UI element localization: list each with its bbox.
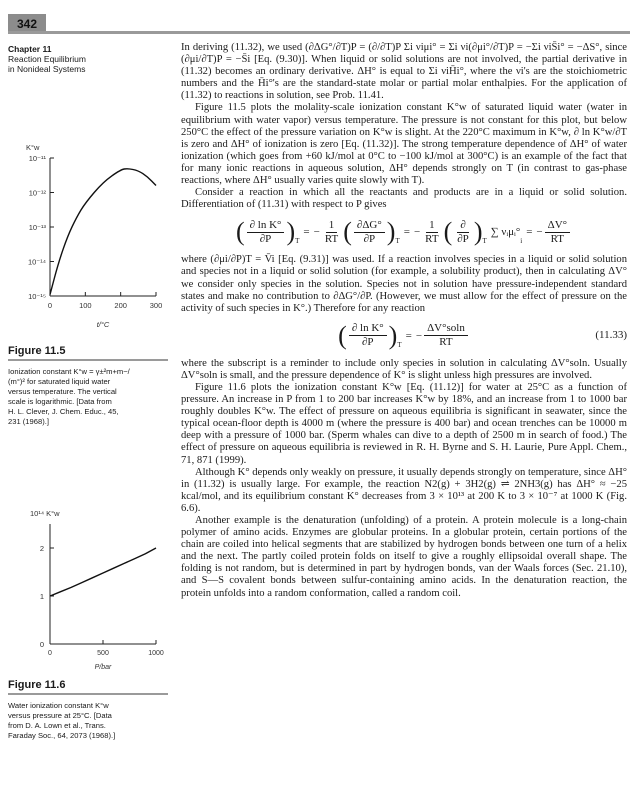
fig1-caption-line: H. L. Clever, J. Chem. Educ., 45, [8, 407, 119, 416]
numerator: ∂ ln K° [349, 322, 387, 336]
numerator: ∂ [457, 219, 468, 233]
fig1-y-tick-label: 10⁻¹⁴ [27, 257, 46, 267]
page-header [8, 14, 630, 34]
figure-11-6-label: Figure 11.6 [8, 679, 66, 691]
fraction [354, 219, 385, 246]
fig1-caption-line: scale is logarithmic. [Data from [8, 397, 112, 406]
equals-sign: = [526, 226, 533, 239]
paragraph: In deriving (11.32), we used (∂ΔG°/∂T)P = (∂/∂T)P Σi νiμi° = Σi νi(∂μi°/∂T)P = −Σi νiS̄i° = −ΔS°, since (∂μi/∂T)P = −S̄i [Eq. (9.30)]. When liquid or solid solutions are not involved, the partial derivative in (11.32) becomes an ordinary derivative. ΔH° is equal to Σi νiH̄i°, where the νi's are the stoichiometric numbers and the H̄i°'s are the standard-state molar or partial molar enthalpies. For the application of (11.32) to reactions in solution, see Prob. 11.41. [181, 42, 627, 102]
equals-sign: = [303, 226, 310, 239]
fig1-curve [50, 169, 156, 295]
fig2-x-tick-label: 500 [97, 650, 109, 657]
summation: ∑ νᵢμᵢ° [490, 226, 521, 239]
equals-sign: = [405, 329, 412, 342]
figure-11-5 [8, 140, 174, 427]
fraction [422, 219, 441, 246]
paren-close: ) [473, 217, 483, 247]
fraction [454, 219, 472, 246]
fig2-caption-line: from D. A. Lown et al., Trans. [8, 721, 106, 730]
paragraph: where the subscript is a reminder to include only species in solution in calculating ΔV°soln. Usually ΔV°soln is small, and the pressure dependence of K° is slight unless high pressures are involved. [181, 357, 627, 381]
fig2-x-tick-label: 1000 [148, 650, 164, 657]
fig1-caption-line: (m°)² for saturated liquid water [8, 377, 111, 386]
fig2-curve [50, 548, 156, 596]
fig1-y-tick-label: 10⁻¹² [28, 188, 46, 198]
paragraph: Figure 11.6 plots the ionization constant K°w [Eq. (11.12)] for water at 25°C as a function of pressure. An increase in P from 1 to 200 bar increases K°w by 18%, and an increase from 1 to 1000 bar roughly doubles K°w. The effect of pressure on aqueous equilibria is significant in seawater, since the typical ocean-floor depth is 4000 m (where the pressure is 400 bar) and ocean trenches can be 10000 m deep with a pressure of 1000 bar. (Sperm whales can dive to a depth of 2500 m in search of food.) The effect of pressure on aqueous equilibria is reviewed in R. H. Byrne and S. H. Laurie, Pure Appl. Chem., 71, 871 (1999). [181, 381, 627, 466]
paragraph: Figure 11.5 plots the molality-scale ionization constant K°w of saturated liquid water (water in equilibrium with water vapor) versus temperature. The pressure is not constant for this plot, but below 250°C the effect of the pressure variation on K°w is slight. At the 220°C maximum in K°w, ∂ ln K°w/∂T is zero and ΔH° of ionization is zero [Eq. (11.32)]. The strong temperature dependence of ΔH° of water ionization (which goes from +60 kJ/mol at 0°C to −100 kJ/mol at 300°C) is an example of the fact that for many ionic reactions in aqueous solution, ΔH° depends strongly on T (in contrast to gas-phase reactions, where ΔH° usually varies quite slowly with T). [181, 102, 627, 187]
fig2-y-tick-label: 1 [39, 592, 44, 601]
fig2-caption-line: versus pressure at 25°C. [Data [8, 711, 112, 720]
page-number: 342 [8, 14, 46, 34]
denominator: RT [550, 232, 565, 245]
figure-11-5-label: Figure 11.5 [8, 345, 66, 357]
numerator: ΔV° [545, 219, 570, 233]
denominator: ∂P [259, 232, 272, 245]
fig2-x-tick-label: 0 [48, 650, 52, 657]
paragraph: Consider a reaction in which all the reactants and products are in a liquid or solid solution. Differentiation of (11.31) with respect to P gives [181, 187, 627, 211]
figure-11-6 [8, 504, 174, 741]
fig1-y-tick-label: 10⁻¹¹ [28, 154, 46, 163]
fraction [247, 219, 285, 246]
equation-number: (11.33) [595, 328, 627, 341]
minus-sign: − [415, 329, 423, 342]
subscript: i [520, 237, 523, 246]
figure-11-5-rule [8, 359, 168, 361]
fig1-x-tick-label: 200 [114, 301, 127, 310]
minus-sign: − [413, 226, 421, 239]
fig1-x-tick-label: 0 [47, 301, 53, 310]
denominator: ∂P [363, 232, 376, 245]
paren-open: ( [343, 217, 352, 247]
minus-sign: − [313, 226, 320, 239]
equation-pressure-derivative [181, 215, 627, 249]
chapter-label: Chapter 11 [8, 44, 52, 54]
fraction [322, 219, 341, 246]
figure-11-6-rule [8, 693, 168, 695]
numerator: ∂ ln K° [247, 219, 285, 233]
fig2-y-axis-label: 10¹⁴ K°w [30, 509, 60, 518]
numerator: 1 [326, 219, 338, 233]
fig1-y-axis-label: K°w [26, 143, 40, 152]
denominator: ∂P [361, 336, 374, 349]
figure-11-5-chart [8, 140, 174, 340]
main-text [181, 42, 627, 600]
fig1-caption-line: 231 (1968).] [8, 417, 49, 426]
fig1-caption-line: versus temperature. The vertical [8, 387, 117, 396]
fig1-x-tick-label: 300 [149, 301, 163, 310]
paragraph: Another example is the denaturation (unfolding) of a protein. A protein molecule is a long-chain polymer of amino acids. Enzymes are globular proteins. In a globular protein, certain portions of the chain are coiled into helical segments that are stabilized by hydrogen bonds between one turn of a helix and the next. The partly coiled protein folds on itself to give a roughly ellipsoidal overall shape. The folding is not random, but is determined in part by hydrogen bonds, van der Waals forces (Sec. 21.10), and S—S covalent bonds between sulfur-containing amino acids. In the denaturation reaction, the protein unfolds into a random conformation, called a random coil. [181, 515, 627, 599]
paragraph: where (∂μi/∂P)T = V̄i [Eq. (9.31)] was used. If a reaction involves species in a liquid or solid solution and species not in a liquid or solid solution (for example, a solubility product), then in calculating ΔV° we consider only species in the solution. Species not in solution have pressure-independent standard states and make no contribution to ∂ΔG°/∂P. (However, we must allow for the effect of pressure on the activity of such species in K°.) Therefore for any reaction [181, 254, 627, 314]
equation-11-33 [181, 319, 627, 353]
numerator: 1 [426, 219, 438, 233]
denominator: RT [439, 336, 453, 349]
subscript: T [482, 237, 487, 246]
fraction [424, 322, 468, 349]
minus-sign: − [536, 226, 543, 239]
fraction [545, 219, 570, 246]
fig2-y-tick-label: 2 [39, 544, 44, 553]
subscript: T [395, 237, 400, 246]
fig1-x-tick-label: 100 [79, 301, 92, 310]
fig1-y-tick-label: 10⁻¹³ [28, 223, 46, 232]
paren-close: ) [286, 217, 296, 247]
denominator: RT [425, 232, 439, 245]
paren-open: ( [443, 217, 453, 247]
equals-sign: = [403, 226, 410, 239]
header-rule [8, 31, 630, 34]
chapter-title-line1: Reaction Equilibrium [8, 54, 86, 64]
paragraph: Although K° depends only weakly on pressure, it usually depends strongly on temperature, since ΔH° in (11.32) is usually large. For example, the reaction N2(g) + 3H2(g) ⇌ 2NH3(g) has ΔH° ≈ −25 kcal/mol, and its equilibrium constant K° decreases from 3 × 10¹³ at 200 K to 3 × 10⁻⁷ at 1000 K (Fig. 6.6). [181, 466, 627, 514]
fig2-caption-line: Faraday Soc., 64, 2073 (1968).] [8, 731, 116, 740]
subscript: T [295, 237, 300, 246]
fig2-y-tick-label: 0 [39, 640, 44, 649]
chapter-sidebar [8, 44, 172, 74]
denominator: ∂P [457, 232, 469, 245]
numerator: ∂ΔG° [354, 219, 385, 233]
subscript: T [397, 340, 402, 349]
denominator: RT [324, 232, 339, 245]
fig1-x-axis-label: t/°C [96, 320, 110, 329]
fig1-y-tick-label: 10⁻¹⁵ [28, 292, 46, 301]
figure-11-5-caption [8, 367, 168, 427]
figure-11-6-caption [8, 701, 168, 741]
fig1-caption-line: Ionization constant K°w = γ±²m+m−/ [8, 367, 130, 376]
figure-11-6-chart [8, 504, 174, 674]
paren-close: ) [388, 320, 398, 350]
paren-open: ( [235, 217, 245, 247]
fraction [349, 322, 387, 349]
fig2-x-axis-label: P/bar [94, 664, 112, 671]
fig2-caption-line: Water ionization constant K°w [8, 701, 109, 710]
chapter-title-line2: in Nonideal Systems [8, 64, 86, 74]
paren-open: ( [338, 320, 347, 350]
paren-close: ) [386, 217, 396, 247]
numerator: ΔV°soln [424, 322, 468, 336]
